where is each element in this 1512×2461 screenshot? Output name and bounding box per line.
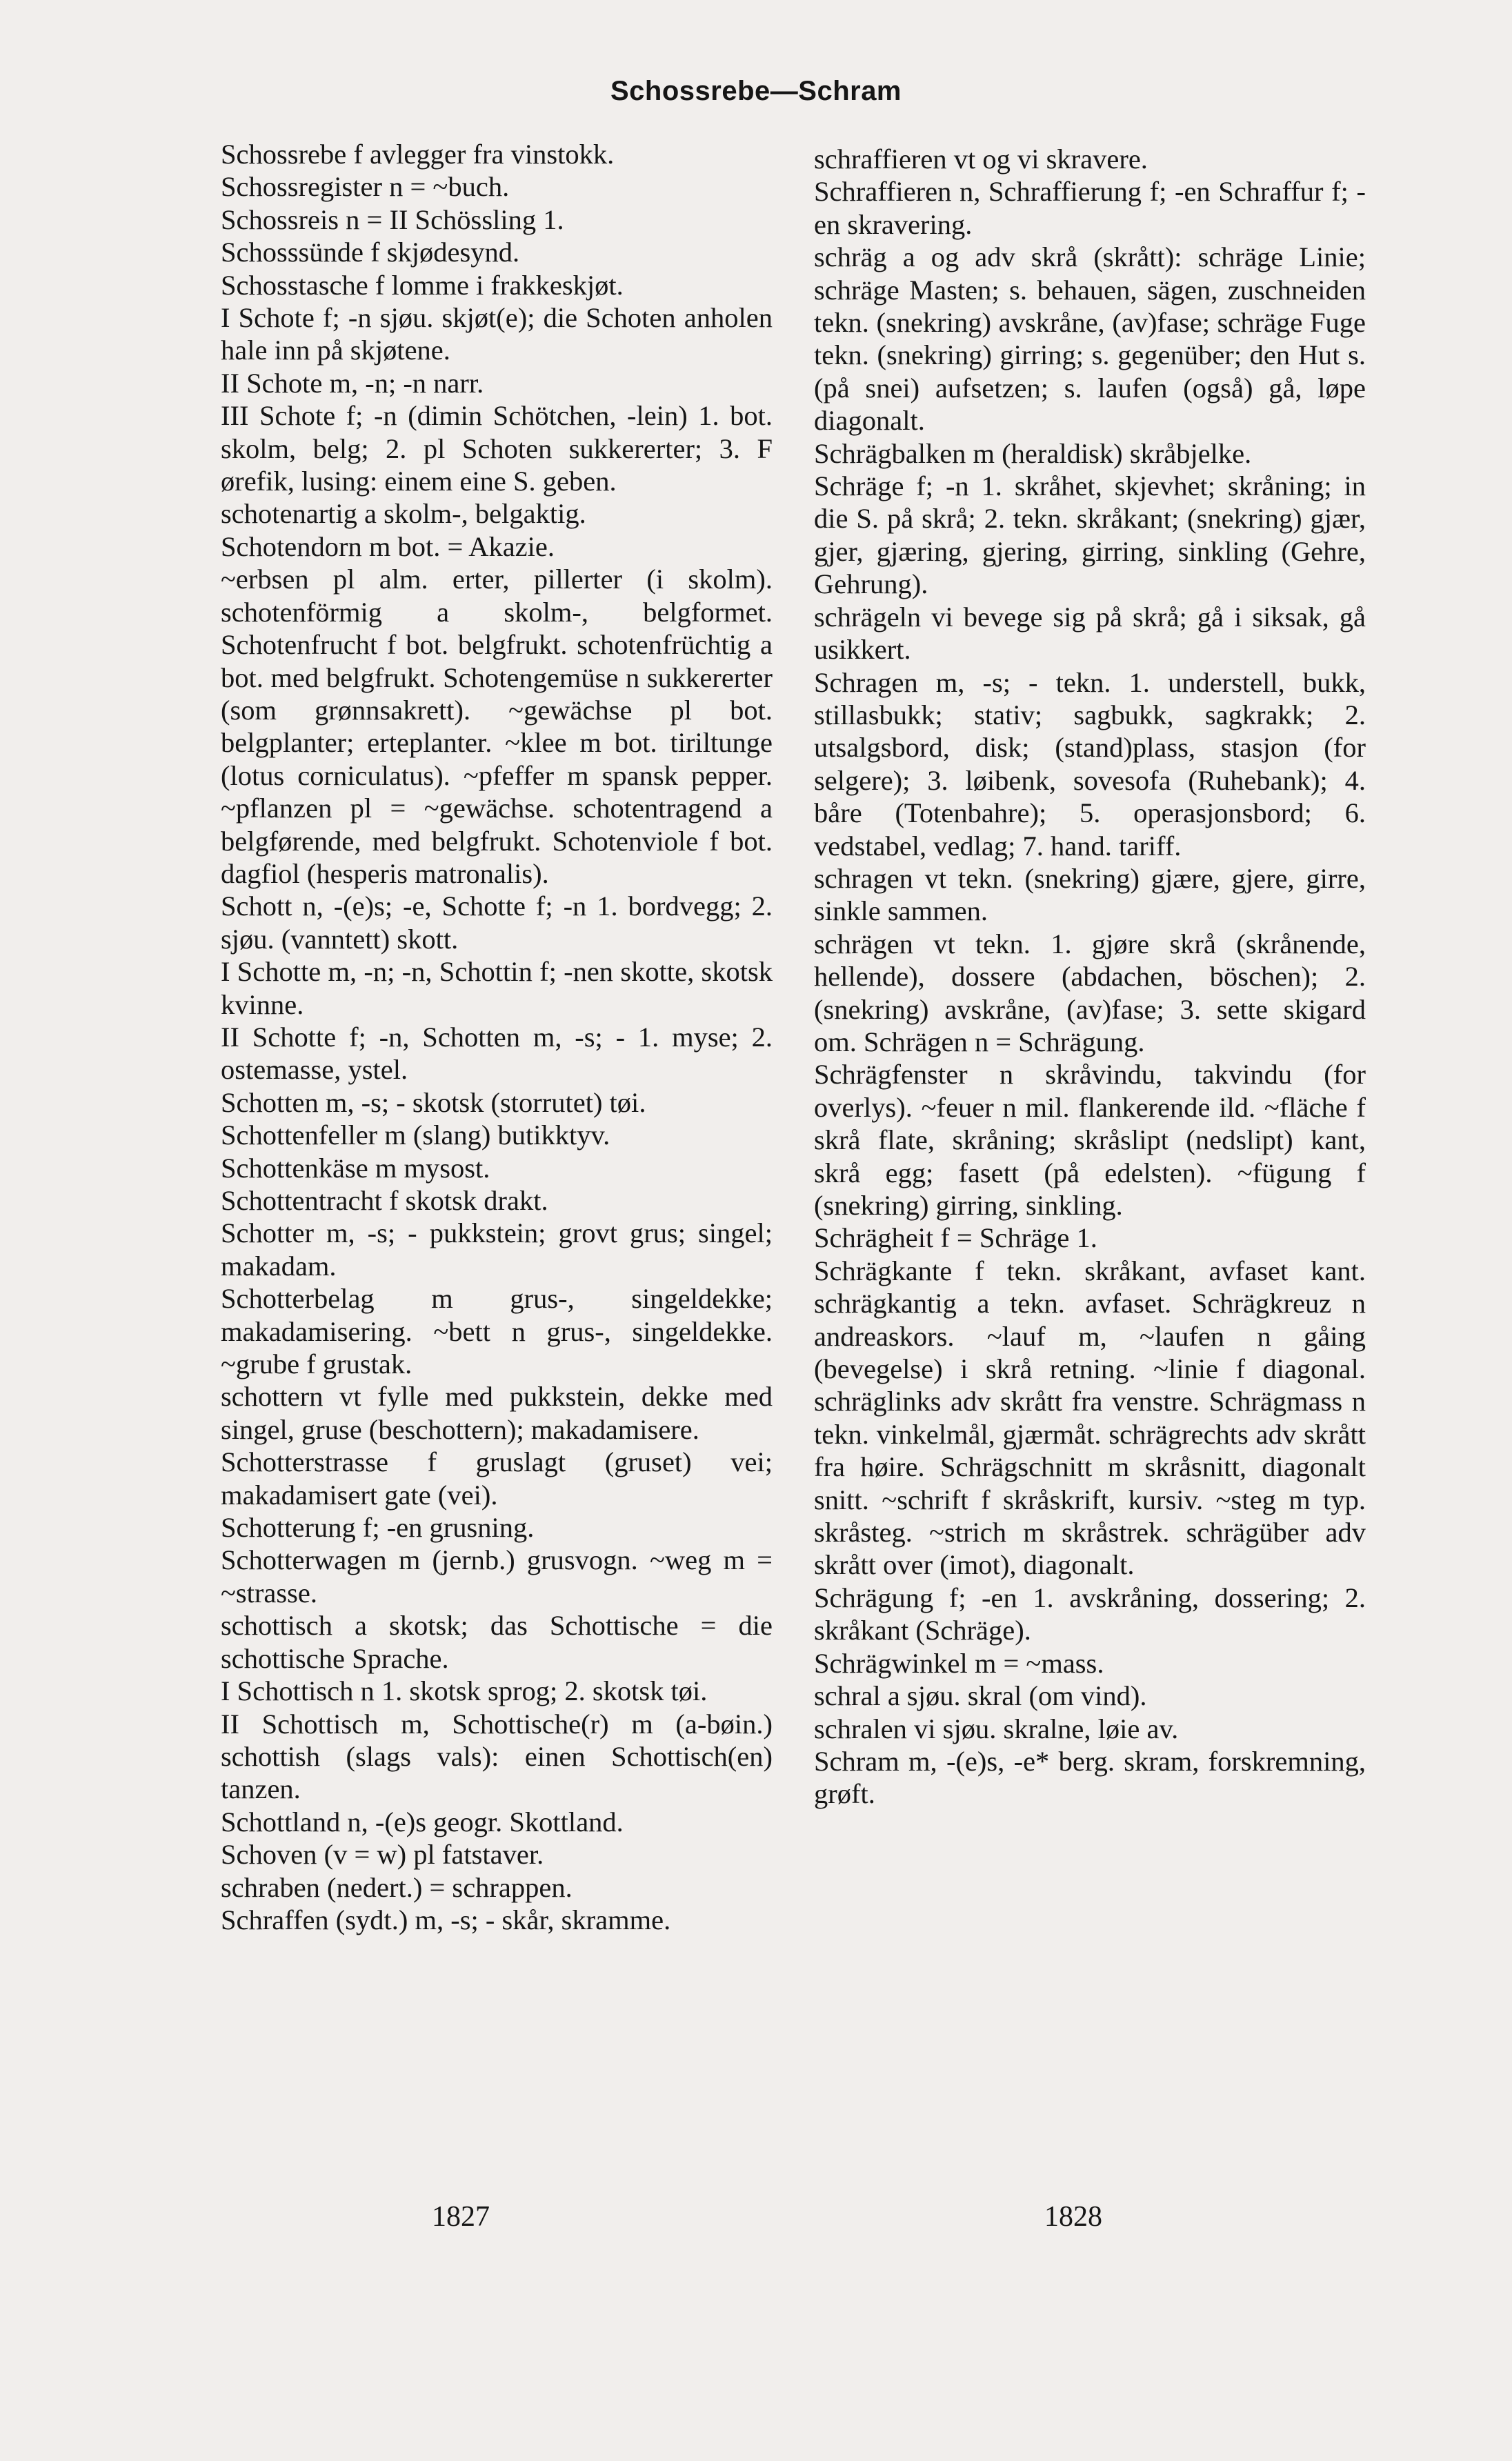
dictionary-entry: schottern vt fylle med pukkstein, dekke med singel, gruse (beschottern); makadamisere.: [221, 1381, 773, 1445]
dictionary-entry: Schoven (v = w) pl fatstaver.: [221, 1839, 544, 1871]
dictionary-entry: Schossrebe f avlegger fra vinstokk.: [221, 139, 615, 170]
dictionary-entry: Schosstasche f lomme i frakkeskjøt.: [221, 269, 624, 301]
dictionary-entry: Schotterbelag m grus-, singeldekke; makadamisering. ~bett n grus-, singeldekke. ~grube f grustak.: [221, 1283, 773, 1380]
page-number-left: 1827: [432, 2201, 490, 2233]
dictionary-entry: I Schote f; -n sjøu. skjøt(e); die Schoten anholen hale inn på skjøtene.: [221, 302, 773, 366]
dictionary-entry: II Schottisch m, Schottische(r) m (a-bøin.) schottish (slags vals): einen Schottisch(en) tanzen.: [221, 1708, 773, 1805]
dictionary-entry: I Schottisch n 1. skotsk sprog; 2. skotsk tøi.: [221, 1675, 708, 1707]
dictionary-entry: Schotten m, -s; - skotsk (storrutet) tøi.: [221, 1086, 646, 1118]
page-number-right: 1828: [1044, 2201, 1102, 2233]
dictionary-entry: Schotterung f; -en grusning.: [221, 1512, 535, 1544]
running-head: Schossrebe—Schram: [610, 76, 902, 106]
dictionary-entry: Schrägkante f tekn. skråkant, avfaset kant. schrägkantig a tekn. avfaset. Schrägkreuz n andreaskors. ~lauf m, ~laufen n gåing (bevegelse) i skrå retning. ~linie f diagonal. schräglinks adv skrått fra venstre. Schrägmass n tekn. vinkelmål, gjærmåt. schrägrechts adv skrått fra høire. Schrägschnitt m skråsnitt, diagonalt snitt. ~schrift f skråskrift, kursiv. ~steg m typ. skråsteg. ~strich m skråstrek. schrägüber adv skrått over (imot), diagonalt.: [814, 1255, 1366, 1581]
dictionary-entry: ~erbsen pl alm. erter, pillerter (i skolm). schotenförmig a skolm-, belgformet. Schotenfrucht f bot. belgfrukt. schotenfrüchtig a bot. med belgfrukt. Schotengemüse n sukkererter (som grønnsakrett). ~gewächse pl bot. belgplanter; erteplanter. ~klee m bot. tiriltunge (lotus corniculatus). ~pfeffer m spansk pepper. ~pflanzen pl = ~gewächse. schotentragend a belgførende, med belgfrukt. Schotenviole f bot. dagfiol (hesperis matronalis).: [221, 564, 773, 889]
dictionary-entry: II Schote m, -n; -n narr.: [221, 367, 484, 399]
left-column: [221, 138, 773, 1936]
dictionary-entry: Schotendorn m bot. = Akazie.: [221, 530, 555, 562]
dictionary-entry: schral a sjøu. skral (om vind).: [814, 1680, 1147, 1712]
dictionary-entry: II Schotte f; -n, Schotten m, -s; - 1. myse; 2. ostemasse, ystel.: [221, 1021, 773, 1086]
dictionary-entry: Schottenfeller m (slang) butikktyv.: [221, 1119, 610, 1151]
dictionary-entry: III Schote f; -n (dimin Schötchen, -lein) 1. bot. skolm, belg; 2. pl Schoten sukkererter; 3. F ørefik, lusing: einem eine S. geben.: [221, 400, 773, 497]
dictionary-entry: Schotterstrasse f gruslagt (gruset) vei; makadamisert gate (vei).: [221, 1446, 773, 1511]
dictionary-entry: schralen vi sjøu. skralne, løie av.: [814, 1713, 1179, 1744]
dictionary-entry: Schragen m, -s; - tekn. 1. understell, bukk, stillasbukk; stativ; sagbukk, sagkrakk; 2. utsalgsbord, disk; (stand)plass, stasjon (for selgere); 3. løibenk, sovesofa (Ruhebank); 4. båre (Totenbahre); 5. operasjonsbord; 6. vedstabel, vedlag; 7. hand. tariff.: [814, 666, 1366, 861]
dictionary-entry: Schrägfenster n skråvindu, takvindu (for overlys). ~feuer n mil. flankerende ild. ~fläche f skrå flate, skråning; skråslipt (nedslipt) kant, skrå egg; fasett (på edelsten). ~fügung f (snekring) girring, sinkling.: [814, 1059, 1366, 1221]
dictionary-entry: Schotter m, -s; - pukkstein; grovt grus; singel; makadam.: [221, 1217, 773, 1282]
right-column: [814, 143, 1366, 1811]
dictionary-entry: Schräge f; -n 1. skråhet, skjevhet; skråning; in die S. på skrå; 2. tekn. skråkant; (snekring) gjær, gjer, gjæring, gjering, girring, sinkling (Gehre, Gehrung).: [814, 470, 1366, 600]
dictionary-entry: Schrägheit f = Schräge 1.: [814, 1222, 1097, 1254]
dictionary-entry: Schossregister n = ~buch.: [221, 171, 510, 203]
dictionary-entry: Schottenkäse m mysost.: [221, 1152, 490, 1184]
dictionary-entry: schräg a og adv skrå (skrått): schräge Linie; schräge Masten; s. behauen, sägen, zuschneiden tekn. (snekring) avskråne, (av)fase; schräge Fuge tekn. (snekring) girring; s. gegenüber; den Hut s. (på snei) aufsetzen; s. laufen (også) gå, løpe diagonalt.: [814, 241, 1366, 437]
dictionary-entry: schraffieren vt og vi skravere.: [814, 143, 1148, 175]
dictionary-entry: schragen vt tekn. (snekring) gjære, gjere, girre, sinkle sammen.: [814, 862, 1366, 927]
dictionary-entry: Schotterwagen m (jernb.) grusvogn. ~weg m = ~strasse.: [221, 1544, 773, 1608]
dictionary-entry: Schram m, -(e)s, -e* berg. skram, forskremning, grøft.: [814, 1745, 1366, 1810]
dictionary-entry: schrägeln vi bevege sig på skrå; gå i siksak, gå usikkert.: [814, 601, 1366, 666]
dictionary-entry: Schossreis n = II Schössling 1.: [221, 203, 564, 235]
dictionary-entry: schottisch a skotsk; das Schottische = die schottische Sprache.: [221, 1610, 773, 1674]
dictionary-entry: Schraffieren n, Schraffierung f; -en Schraffur f; -en skravering.: [814, 176, 1366, 240]
dictionary-entry: Schottentracht f skotsk drakt.: [221, 1185, 548, 1216]
dictionary-entry: Schrägbalken m (heraldisk) skråbjelke.: [814, 437, 1252, 469]
dictionary-entry: schraben (nedert.) = schrappen.: [221, 1871, 573, 1903]
dictionary-entry: schrägen vt tekn. 1. gjøre skrå (skrånende, hellende), dossere (abdachen, böschen); 2. (snekring) avskråne, (av)fase; 3. sette skigard om. Schrägen n = Schrägung.: [814, 928, 1366, 1057]
dictionary-entry: Schrägung f; -en 1. avskråning, dossering; 2. skråkant (Schräge).: [814, 1582, 1366, 1646]
dictionary-entry: Schosssünde f skjødesynd.: [221, 237, 520, 268]
dictionary-entry: Schottland n, -(e)s geogr. Skottland.: [221, 1806, 624, 1837]
dictionary-entry: schotenartig a skolm-, belgaktig.: [221, 498, 586, 530]
dictionary-entry: I Schotte m, -n; -n, Schottin f; -nen skotte, skotsk kvinne.: [221, 956, 773, 1020]
dictionary-entry: Schott n, -(e)s; -e, Schotte f; -n 1. bordvegg; 2. sjøu. (vanntett) skott.: [221, 890, 773, 955]
dictionary-entry: Schraffen (sydt.) m, -s; - skår, skramme.: [221, 1904, 671, 1935]
dictionary-entry: Schrägwinkel m = ~mass.: [814, 1647, 1104, 1679]
